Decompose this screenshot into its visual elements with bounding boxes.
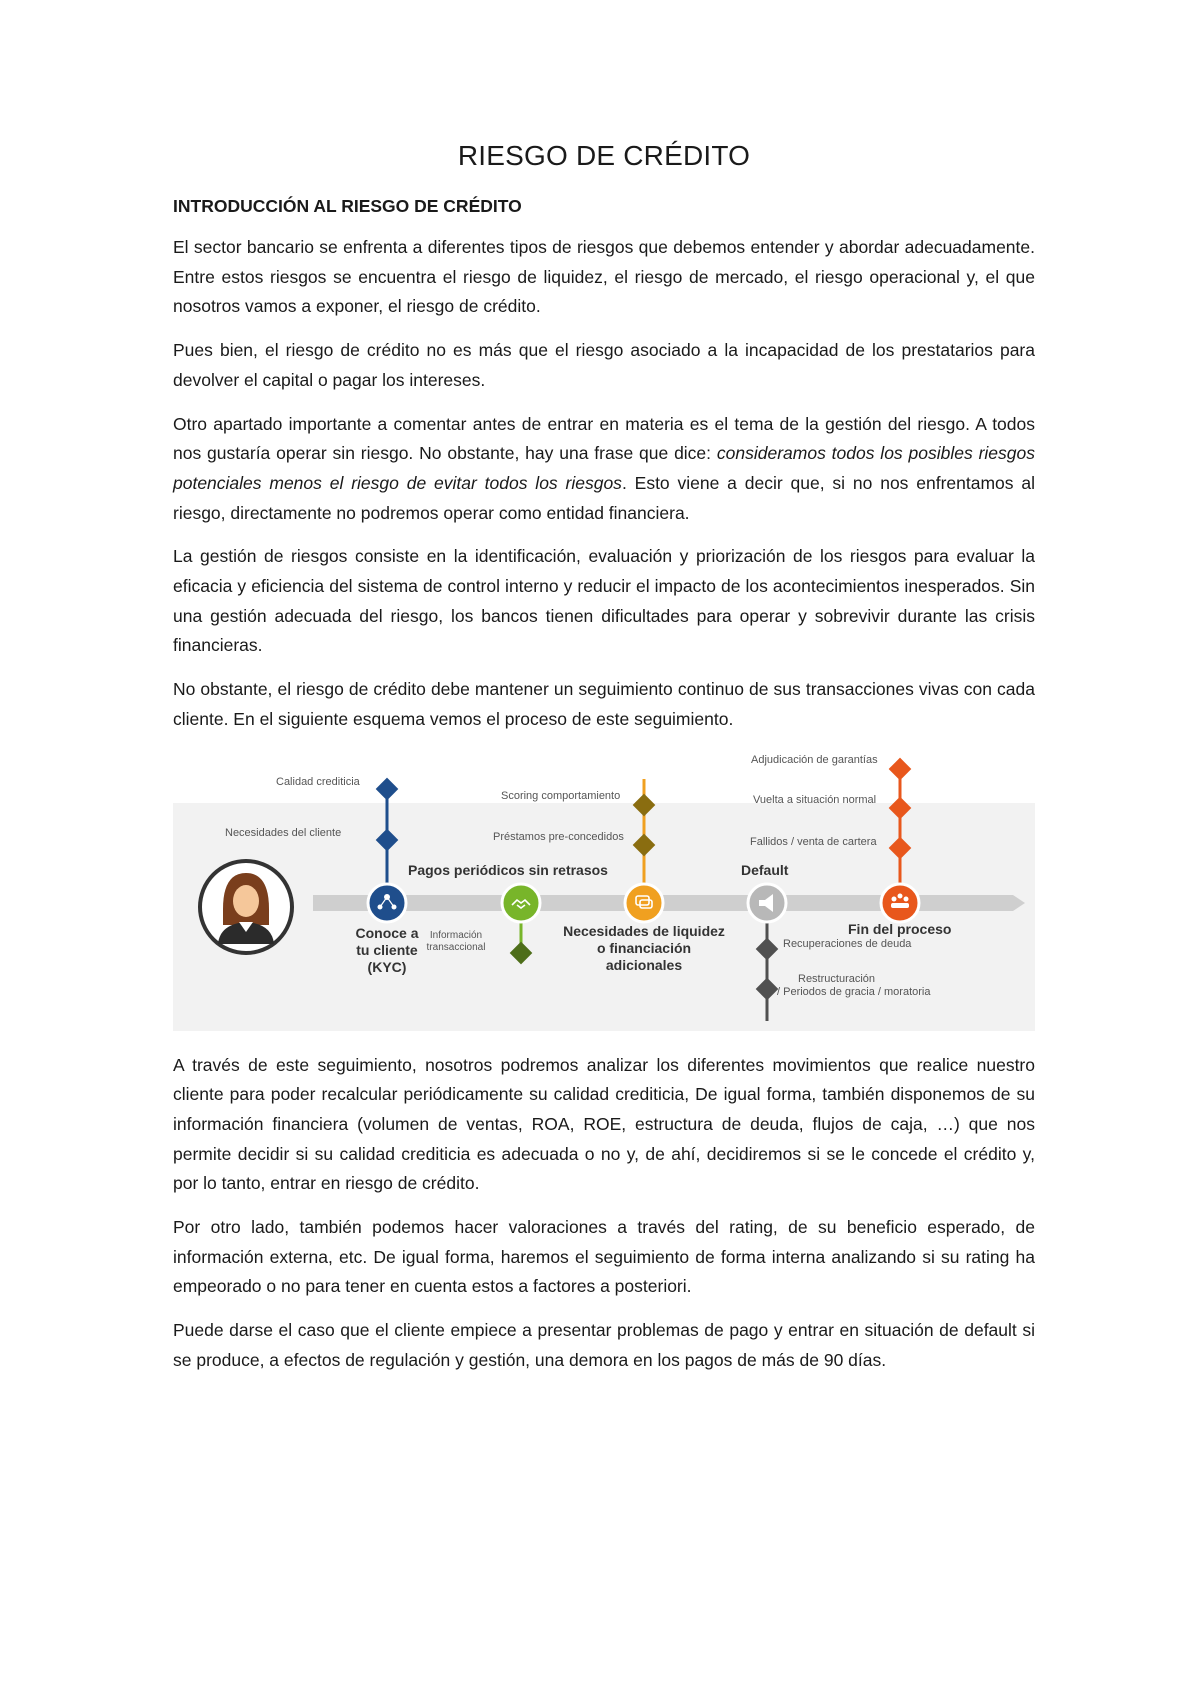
periodos-label: / Periodos de gracia / moratoria bbox=[777, 985, 931, 998]
liquidity-label-line2: o financiación bbox=[596, 939, 692, 956]
document-page bbox=[173, 140, 1035, 1390]
paragraph-rating: Por otro lado, también podemos hacer valoraciones a través del rating, de su beneficio esperado, de información externa, etc. De igual forma, haremos el seguimiento de forma interna analizando si su rating ha empeorado o no para tener en cuenta estos a factores a posteriori. bbox=[173, 1217, 1035, 1297]
quote-text: consideramos todos los posibles riesgos potenciales menos el riesgo de evitar todos los riesgos bbox=[173, 443, 1035, 493]
paragraph-sector-bancario: El sector bancario se enfrenta a diferentes tipos de riesgos que debemos entender y abordar adecuadamente. Entre estos riesgos se encuentra el riesgo de liquidez, el riesgo de mercado, el riesgo operacional y, el que nosotros vamos a exponer, el riesgo de crédito. bbox=[173, 237, 1035, 317]
quote-intro-text: Otro apartado importante a comentar antes de entrar en materia es el tema de la gestión del riesgo. A todos nos gustaría operar sin riesgo. No obstante, hay una frase que dice: bbox=[173, 413, 1035, 464]
paragraph-gestion-definicion: La gestión de riesgos consiste en la identificación, evaluación y priorización de los riesgos para evaluar la eficacia y eficiencia del sistema de control interno y reducir el impacto de los acontecimientos inesperados. Sin una gestión adecuada del riesgo, los bancos tienen dificultades para operar y sobrevivir durante las crisis financieras. bbox=[173, 546, 1035, 656]
fin-label: Fin del proceso bbox=[848, 920, 952, 937]
recuperaciones-label: Recuperaciones de deuda bbox=[783, 937, 912, 950]
info-label-line1: Información bbox=[429, 929, 483, 941]
adjudicacion-label: Adjudicación de garantías bbox=[751, 753, 878, 766]
info-label bbox=[411, 930, 501, 954]
paragraph-analisis: A través de este seguimiento, nosotros podremos analizar los diferentes movimientos que realice nuestro cliente para poder recalcular periódicamente su calidad crediticia, De igual forma, también disponemos de su información financiera (volumen de ventas, ROA, ROE, estructura de deuda, flujos de caja, …) que nos permite decidir si su calidad crediticia es adecuada o no y, de ahí, decidiremos si se le concede el crédito y, por lo tanto, entrar en riesgo de crédito. bbox=[173, 1054, 1035, 1194]
kyc-label-line3: (KYC) bbox=[367, 958, 407, 975]
liquidity-label bbox=[559, 923, 729, 974]
paragraph-definicion: Pues bien, el riesgo de crédito no es más que el riesgo asociado a la incapacidad de los prestatarios para devolver el capital o pagar los intereses. bbox=[173, 340, 1035, 390]
necesidades-label: Necesidades del cliente bbox=[225, 826, 342, 839]
kyc-label-line1: Conoce a bbox=[355, 924, 419, 941]
restructuracion-label: Restructuración bbox=[798, 972, 876, 985]
vuelta-label: Vuelta a situación normal bbox=[753, 793, 877, 806]
pagos-label: Pagos periódicos sin retrasos bbox=[408, 861, 608, 878]
kyc-label-line2: tu cliente bbox=[356, 941, 418, 958]
credit-process-diagram bbox=[173, 749, 1035, 1031]
calidad-label: Calidad crediticia bbox=[276, 775, 360, 788]
liquidity-label-line3: adicionales bbox=[605, 956, 683, 973]
document-title: RIESGO DE CRÉDITO bbox=[457, 140, 751, 171]
liquidity-label-line1: Necesidades de liquidez bbox=[563, 922, 725, 939]
paragraph-gestion-riesgo bbox=[173, 410, 1035, 529]
quote-followup-text: . Esto viene a decir que, si no nos enfrentamos al riesgo, directamente no podremos operar como entidad financiera. bbox=[173, 472, 1036, 523]
liquidity-node bbox=[625, 884, 663, 922]
paragraph-seguimiento: No obstante, el riesgo de crédito debe mantener un seguimiento continuo de sus transacciones vivas con cada cliente. En el siguiente esquema vemos el proceso de este seguimiento. bbox=[173, 679, 1035, 729]
person-avatar-icon bbox=[200, 861, 292, 953]
default-label: Default bbox=[741, 861, 789, 878]
paragraph-default: Puede darse el caso que el cliente empiece a presentar problemas de pago y entrar en situación de default si se produce, a efectos de regulación y gestión, una demora en los pagos de más de 90 días. bbox=[173, 1320, 1035, 1370]
info-label-line2: transaccional bbox=[426, 941, 486, 953]
scoring-label: Scoring comportamiento bbox=[501, 789, 621, 802]
adjudicacion-diamond bbox=[889, 757, 912, 780]
calidad-diamond bbox=[376, 777, 399, 800]
kyc-node bbox=[368, 884, 406, 922]
section-heading: INTRODUCCIÓN AL RIESGO DE CRÉDITO bbox=[173, 196, 522, 216]
prestamos-label: Préstamos pre-concedidos bbox=[493, 830, 624, 843]
fallidos-label: Fallidos / venta de cartera bbox=[750, 835, 877, 848]
